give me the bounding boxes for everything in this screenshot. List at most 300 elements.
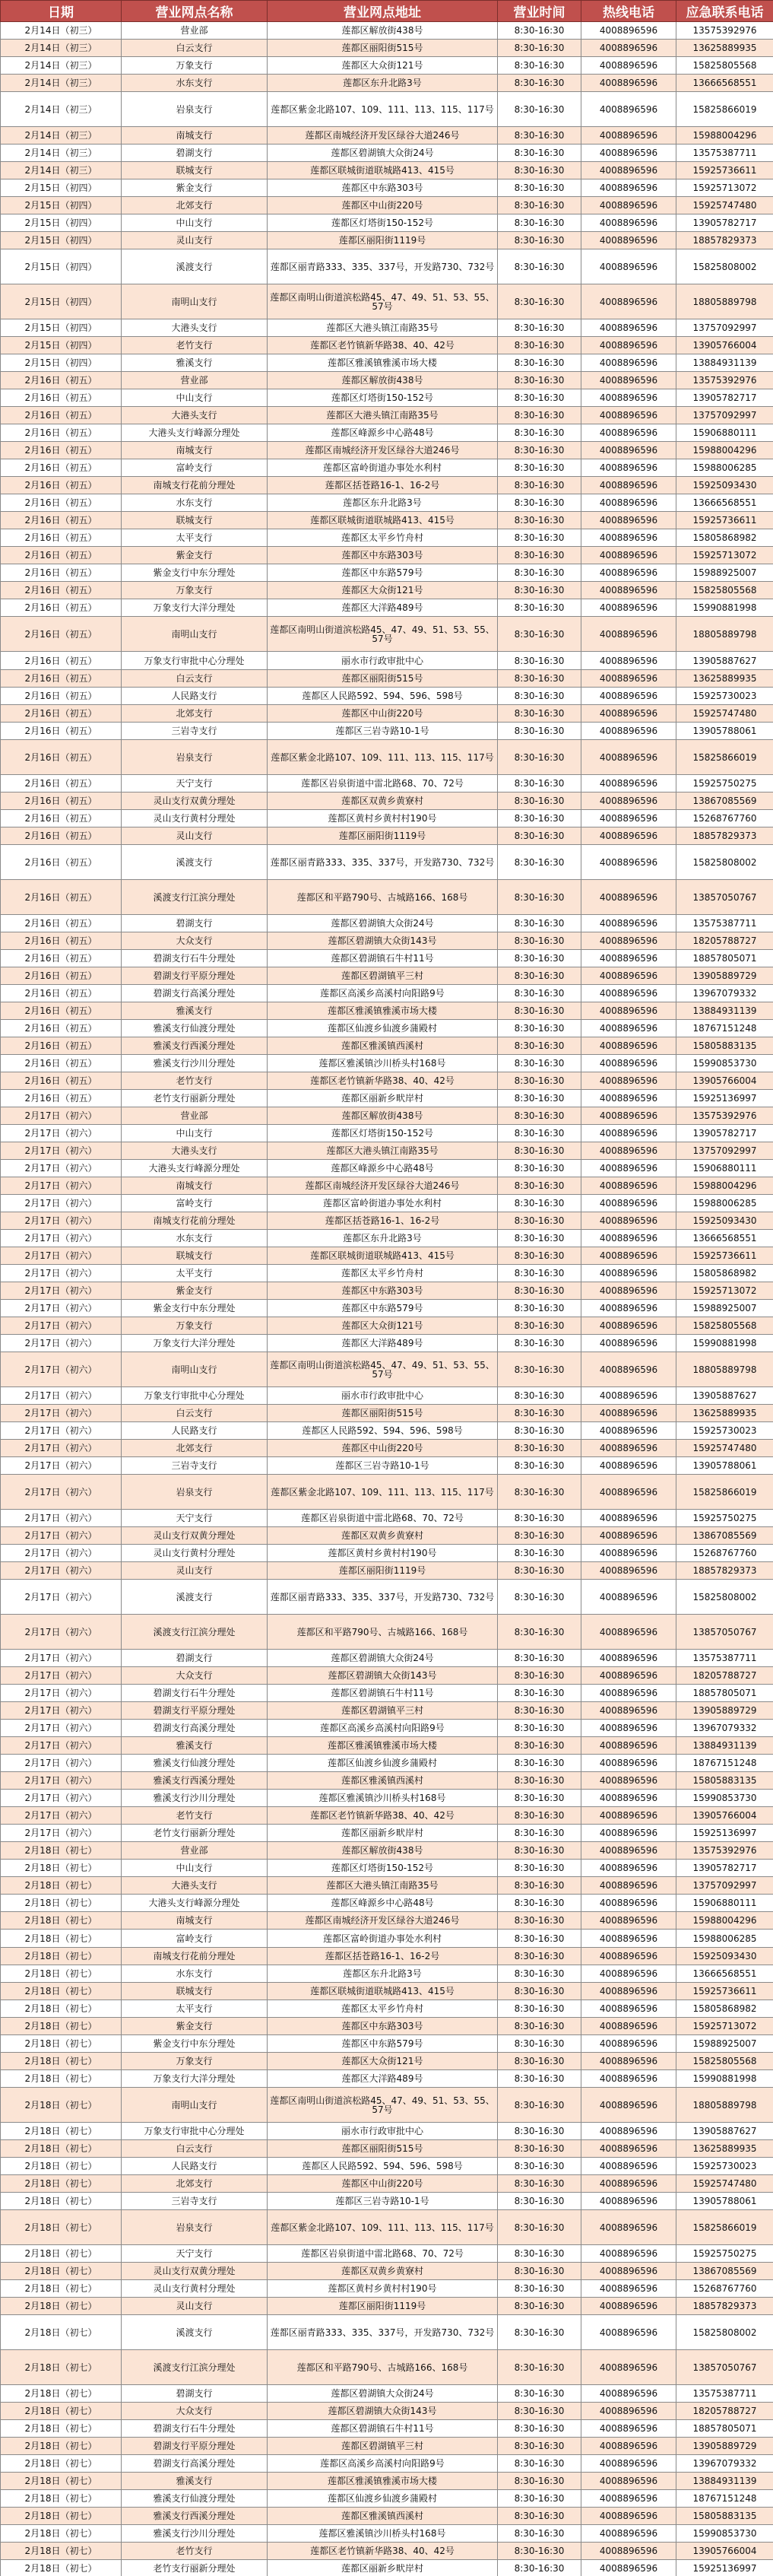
cell-address: 莲都区紫金北路107、109、111、113、115、117号 <box>268 740 498 775</box>
cell-emergency-phone: 15925747480 <box>676 1440 773 1457</box>
cell-branch-name: 富岭支行 <box>122 459 268 477</box>
cell-hours: 8:30-16:30 <box>498 2158 581 2175</box>
cell-date: 2月16日（初五） <box>1 1055 122 1072</box>
cell-hotline: 4008896596 <box>581 1912 676 1930</box>
cell-branch-name: 紫金支行 <box>122 547 268 564</box>
cell-date: 2月18日（初七） <box>1 2123 122 2140</box>
cell-date: 2月17日（初六） <box>1 1317 122 1335</box>
cell-address: 莲都区大众街121号 <box>268 1317 498 1335</box>
cell-hotline: 4008896596 <box>581 232 676 249</box>
cell-branch-name: 大港头支行峰源分理处 <box>122 424 268 442</box>
table-row <box>1 22 773 40</box>
cell-branch-name: 人民路支行 <box>122 2158 268 2175</box>
cell-hotline: 4008896596 <box>581 162 676 179</box>
cell-date: 2月16日（初五） <box>1 512 122 529</box>
cell-address: 莲都区老竹镇新华路38、40、42号 <box>268 1072 498 1090</box>
cell-hours: 8:30-16:30 <box>498 2525 581 2543</box>
cell-hours: 8:30-16:30 <box>498 2385 581 2403</box>
cell-emergency-phone: 13575387711 <box>676 1650 773 1667</box>
cell-hotline: 4008896596 <box>581 845 676 880</box>
cell-date: 2月18日（初七） <box>1 1877 122 1895</box>
cell-hotline: 4008896596 <box>581 1685 676 1702</box>
cell-branch-name: 水东支行 <box>122 75 268 92</box>
table-row <box>1 810 773 827</box>
cell-date: 2月17日（初六） <box>1 1387 122 1405</box>
cell-address: 莲都区仙渡乡仙渡乡蒲殿村 <box>268 1020 498 1037</box>
cell-branch-name: 雅溪支行 <box>122 354 268 372</box>
cell-address: 莲都区双黄乡黄寮村 <box>268 2263 498 2280</box>
cell-address: 莲都区碧湖镇大众街24号 <box>268 2385 498 2403</box>
cell-hours: 8:30-16:30 <box>498 967 581 985</box>
cell-date: 2月14日（初三） <box>1 145 122 162</box>
cell-branch-name: 太平支行 <box>122 529 268 547</box>
cell-emergency-phone: 13884931139 <box>676 1002 773 1020</box>
cell-hours: 8:30-16:30 <box>498 1737 581 1755</box>
cell-hotline: 4008896596 <box>581 2088 676 2123</box>
cell-hours: 8:30-16:30 <box>498 389 581 407</box>
cell-date: 2月17日（初六） <box>1 1300 122 1317</box>
cell-hotline: 4008896596 <box>581 1405 676 1422</box>
cell-address: 莲都区紫金北路107、109、111、113、115、117号 <box>268 1475 498 1510</box>
table-row <box>1 2280 773 2298</box>
cell-hotline: 4008896596 <box>581 2070 676 2088</box>
cell-address: 莲都区灯塔街150-152号 <box>268 1125 498 1142</box>
cell-address: 莲都区雅溪镇沙川桥头村168号 <box>268 1790 498 1807</box>
cell-hours: 8:30-16:30 <box>498 880 581 915</box>
table-row <box>1 1702 773 1720</box>
cell-emergency-phone: 18205788727 <box>676 1667 773 1685</box>
cell-hours: 8:30-16:30 <box>498 2490 581 2508</box>
cell-emergency-phone: 13575392976 <box>676 372 773 389</box>
cell-branch-name: 中山支行 <box>122 389 268 407</box>
cell-date: 2月18日（初七） <box>1 2385 122 2403</box>
cell-hotline: 4008896596 <box>581 1457 676 1475</box>
cell-hours: 8:30-16:30 <box>498 2123 581 2140</box>
cell-address: 莲都区碧湖镇平三村 <box>268 2438 498 2455</box>
cell-date: 2月18日（初七） <box>1 2280 122 2298</box>
cell-hotline: 4008896596 <box>581 1527 676 1545</box>
cell-emergency-phone: 15925713072 <box>676 179 773 197</box>
cell-branch-name: 南城支行 <box>122 1912 268 1930</box>
cell-emergency-phone: 18857829373 <box>676 232 773 249</box>
cell-hours: 8:30-16:30 <box>498 1265 581 1282</box>
cell-date: 2月18日（初七） <box>1 2088 122 2123</box>
cell-hours: 8:30-16:30 <box>498 2018 581 2035</box>
cell-branch-name: 雅溪支行西溪分理处 <box>122 2508 268 2525</box>
cell-hotline: 4008896596 <box>581 2473 676 2490</box>
cell-address: 莲都区双黄乡黄寮村 <box>268 792 498 810</box>
cell-date: 2月18日（初七） <box>1 2053 122 2070</box>
cell-hours: 8:30-16:30 <box>498 1387 581 1405</box>
cell-hours: 8:30-16:30 <box>498 1807 581 1825</box>
cell-hours: 8:30-16:30 <box>498 1650 581 1667</box>
cell-hours: 8:30-16:30 <box>498 2420 581 2438</box>
cell-date: 2月18日（初七） <box>1 2490 122 2508</box>
cell-date: 2月15日（初四） <box>1 179 122 197</box>
cell-branch-name: 碧湖支行平原分理处 <box>122 2438 268 2455</box>
cell-branch-name: 雅溪支行仙渡分理处 <box>122 1755 268 1772</box>
cell-address: 莲都区丽新乡畎岸村 <box>268 1825 498 1842</box>
table-row <box>1 1842 773 1860</box>
cell-hotline: 4008896596 <box>581 1667 676 1685</box>
cell-address: 莲都区仙渡乡仙渡乡蒲殿村 <box>268 1755 498 1772</box>
cell-hours: 8:30-16:30 <box>498 723 581 740</box>
cell-hours: 8:30-16:30 <box>498 1562 581 1580</box>
cell-emergency-phone: 18857829373 <box>676 2298 773 2315</box>
table-row <box>1 1790 773 1807</box>
cell-hours: 8:30-16:30 <box>498 845 581 880</box>
cell-hotline: 4008896596 <box>581 1160 676 1177</box>
cell-date: 2月18日（初七） <box>1 2035 122 2053</box>
table-row <box>1 1125 773 1142</box>
cell-branch-name: 紫金支行 <box>122 179 268 197</box>
cell-emergency-phone: 15825805568 <box>676 2053 773 2070</box>
cell-branch-name: 紫金支行中东分理处 <box>122 564 268 582</box>
cell-hotline: 4008896596 <box>581 688 676 705</box>
cell-hours: 8:30-16:30 <box>498 775 581 792</box>
table-row <box>1 232 773 249</box>
cell-emergency-phone: 15825866019 <box>676 2210 773 2245</box>
cell-date: 2月16日（初五） <box>1 424 122 442</box>
cell-branch-name: 万象支行 <box>122 1317 268 1335</box>
cell-address: 莲都区丽新乡畎岸村 <box>268 1090 498 1107</box>
cell-branch-name: 水东支行 <box>122 1965 268 1983</box>
cell-address: 莲都区南城经济开发区绿谷大道246号 <box>268 1912 498 1930</box>
cell-hours: 8:30-16:30 <box>498 424 581 442</box>
cell-hours: 8:30-16:30 <box>498 2053 581 2070</box>
cell-emergency-phone: 13857050767 <box>676 880 773 915</box>
cell-hotline: 4008896596 <box>581 2420 676 2438</box>
cell-hours: 8:30-16:30 <box>498 582 581 599</box>
cell-address: 莲都区雅溪镇西溪村 <box>268 1772 498 1790</box>
cell-hotline: 4008896596 <box>581 1037 676 1055</box>
cell-address: 莲都区中东路579号 <box>268 1300 498 1317</box>
cell-address: 丽水市行政审批中心 <box>268 2123 498 2140</box>
cell-hours: 8:30-16:30 <box>498 1965 581 1983</box>
table-row <box>1 1440 773 1457</box>
cell-hotline: 4008896596 <box>581 1090 676 1107</box>
cell-branch-name: 雅溪支行沙川分理处 <box>122 1790 268 1807</box>
cell-hotline: 4008896596 <box>581 1230 676 1247</box>
cell-hotline: 4008896596 <box>581 2455 676 2473</box>
table-row <box>1 2070 773 2088</box>
table-row <box>1 1527 773 1545</box>
table-row <box>1 127 773 145</box>
cell-emergency-phone: 15990853730 <box>676 1790 773 1807</box>
cell-emergency-phone: 13905766004 <box>676 1072 773 1090</box>
cell-address: 莲都区老竹镇新华路38、40、42号 <box>268 2543 498 2560</box>
cell-hours: 8:30-16:30 <box>498 670 581 688</box>
cell-emergency-phone: 13884931139 <box>676 1737 773 1755</box>
cell-hours: 8:30-16:30 <box>498 547 581 564</box>
cell-hours: 8:30-16:30 <box>498 688 581 705</box>
cell-date: 2月17日（初六） <box>1 1615 122 1650</box>
table-row <box>1 1107 773 1125</box>
cell-emergency-phone: 15925713072 <box>676 2018 773 2035</box>
table-row <box>1 1405 773 1422</box>
cell-hotline: 4008896596 <box>581 670 676 688</box>
cell-branch-name: 老竹支行 <box>122 337 268 354</box>
cell-emergency-phone: 15805883135 <box>676 2508 773 2525</box>
cell-date: 2月17日（初六） <box>1 1125 122 1142</box>
cell-branch-name: 雅溪支行 <box>122 2473 268 2490</box>
cell-address: 莲都区峰源乡中心路48号 <box>268 1160 498 1177</box>
table-row <box>1 1615 773 1650</box>
cell-hotline: 4008896596 <box>581 2315 676 2350</box>
cell-hours: 8:30-16:30 <box>498 1317 581 1335</box>
cell-hours: 8:30-16:30 <box>498 827 581 845</box>
cell-hotline: 4008896596 <box>581 2490 676 2508</box>
cell-hotline: 4008896596 <box>581 2000 676 2018</box>
table-row <box>1 1807 773 1825</box>
cell-address: 莲都区碧湖镇大众街143号 <box>268 1667 498 1685</box>
cell-emergency-phone: 13625889935 <box>676 670 773 688</box>
cell-hours: 8:30-16:30 <box>498 599 581 617</box>
cell-address: 莲都区雅溪镇雅溪市场大楼 <box>268 354 498 372</box>
cell-emergency-phone: 15925750275 <box>676 2245 773 2263</box>
cell-hotline: 4008896596 <box>581 2123 676 2140</box>
cell-hours: 8:30-16:30 <box>498 2438 581 2455</box>
cell-branch-name: 万象支行大洋分理处 <box>122 2070 268 2088</box>
cell-hours: 8:30-16:30 <box>498 2280 581 2298</box>
cell-address: 莲都区雅溪镇雅溪市场大楼 <box>268 1737 498 1755</box>
cell-address: 莲都区中山街220号 <box>268 705 498 723</box>
cell-address: 莲都区大众街121号 <box>268 57 498 75</box>
table-row <box>1 880 773 915</box>
cell-address: 莲都区老竹镇新华路38、40、42号 <box>268 337 498 354</box>
cell-branch-name: 联城支行 <box>122 162 268 179</box>
table-row <box>1 2560 773 2576</box>
cell-hours: 8:30-16:30 <box>498 284 581 319</box>
table-row <box>1 2000 773 2018</box>
cell-date: 2月14日（初三） <box>1 92 122 127</box>
cell-address: 莲都区中东路303号 <box>268 2018 498 2035</box>
cell-date: 2月17日（初六） <box>1 1247 122 1265</box>
table-row <box>1 775 773 792</box>
header-row <box>1 1 773 22</box>
cell-hours: 8:30-16:30 <box>498 2350 581 2385</box>
cell-address: 莲都区丽青路333、335、337号，开发路730、732号 <box>268 1580 498 1615</box>
cell-branch-name: 岩泉支行 <box>122 740 268 775</box>
cell-date: 2月17日（初六） <box>1 1457 122 1475</box>
cell-emergency-phone: 15925713072 <box>676 547 773 564</box>
cell-date: 2月14日（初三） <box>1 22 122 40</box>
cell-emergency-phone: 15925736611 <box>676 162 773 179</box>
cell-hotline: 4008896596 <box>581 1387 676 1405</box>
cell-date: 2月16日（初五） <box>1 985 122 1002</box>
cell-emergency-phone: 18857829373 <box>676 1562 773 1580</box>
cell-branch-name: 碧湖支行石牛分理处 <box>122 2420 268 2438</box>
table-row <box>1 442 773 459</box>
table-row <box>1 1055 773 1072</box>
cell-branch-name: 水东支行 <box>122 1230 268 1247</box>
cell-date: 2月17日（初六） <box>1 1230 122 1247</box>
cell-hotline: 4008896596 <box>581 214 676 232</box>
cell-emergency-phone: 13967079332 <box>676 985 773 1002</box>
table-row <box>1 1562 773 1580</box>
cell-hotline: 4008896596 <box>581 564 676 582</box>
cell-emergency-phone: 15988925007 <box>676 2035 773 2053</box>
cell-emergency-phone: 13575392976 <box>676 1107 773 1125</box>
cell-emergency-phone: 15990881998 <box>676 2070 773 2088</box>
cell-emergency-phone: 13905782717 <box>676 1860 773 1877</box>
cell-hours: 8:30-16:30 <box>498 810 581 827</box>
cell-address: 莲都区丽新乡畎岸村 <box>268 2560 498 2576</box>
table-row <box>1 1545 773 1562</box>
cell-emergency-phone: 15825866019 <box>676 92 773 127</box>
table-row <box>1 1737 773 1755</box>
cell-emergency-phone: 18205788727 <box>676 2403 773 2420</box>
table-row <box>1 1755 773 1772</box>
cell-hours: 8:30-16:30 <box>498 1160 581 1177</box>
cell-hours: 8:30-16:30 <box>498 1527 581 1545</box>
cell-emergency-phone: 13884931139 <box>676 354 773 372</box>
cell-date: 2月17日（初六） <box>1 1825 122 1842</box>
cell-hotline: 4008896596 <box>581 2508 676 2525</box>
table-row <box>1 145 773 162</box>
cell-emergency-phone: 15906880111 <box>676 424 773 442</box>
cell-branch-name: 大港头支行 <box>122 319 268 337</box>
cell-emergency-phone: 15925747480 <box>676 197 773 214</box>
cell-hours: 8:30-16:30 <box>498 2000 581 2018</box>
cell-address: 莲都区碧湖镇大众街24号 <box>268 915 498 932</box>
cell-branch-name: 南明山支行 <box>122 1352 268 1387</box>
cell-address: 莲都区大港头镇江南路35号 <box>268 407 498 424</box>
cell-emergency-phone: 15990881998 <box>676 599 773 617</box>
cell-emergency-phone: 15805868982 <box>676 1265 773 1282</box>
cell-date: 2月17日（初六） <box>1 1667 122 1685</box>
cell-branch-name: 碧湖支行 <box>122 915 268 932</box>
cell-emergency-phone: 15825866019 <box>676 1475 773 1510</box>
cell-hours: 8:30-16:30 <box>498 932 581 950</box>
cell-hours: 8:30-16:30 <box>498 249 581 284</box>
cell-address: 莲都区富岭街道办事处水利村 <box>268 1930 498 1948</box>
cell-address: 莲都区人民路592、594、596、598号 <box>268 1422 498 1440</box>
cell-hotline: 4008896596 <box>581 1877 676 1895</box>
cell-hotline: 4008896596 <box>581 1825 676 1842</box>
cell-hours: 8:30-16:30 <box>498 2140 581 2158</box>
cell-date: 2月18日（初七） <box>1 2543 122 2560</box>
cell-hours: 8:30-16:30 <box>498 1790 581 1807</box>
table-row <box>1 1685 773 1702</box>
cell-date: 2月16日（初五） <box>1 967 122 985</box>
cell-address: 莲都区中山街220号 <box>268 197 498 214</box>
cell-hours: 8:30-16:30 <box>498 1720 581 1737</box>
cell-address: 莲都区丽阳街1119号 <box>268 1562 498 1580</box>
cell-date: 2月16日（初五） <box>1 723 122 740</box>
cell-branch-name: 雅溪支行 <box>122 1002 268 1020</box>
cell-hotline: 4008896596 <box>581 389 676 407</box>
cell-date: 2月18日（初七） <box>1 2438 122 2455</box>
cell-hours: 8:30-16:30 <box>498 22 581 40</box>
cell-date: 2月16日（初五） <box>1 494 122 512</box>
cell-emergency-phone: 15988006285 <box>676 1195 773 1212</box>
cell-emergency-phone: 13575392976 <box>676 1842 773 1860</box>
cell-emergency-phone: 13666568551 <box>676 75 773 92</box>
cell-hotline: 4008896596 <box>581 705 676 723</box>
cell-branch-name: 南城支行 <box>122 127 268 145</box>
cell-date: 2月16日（初五） <box>1 617 122 652</box>
cell-emergency-phone: 13905887627 <box>676 2123 773 2140</box>
cell-emergency-phone: 15925093430 <box>676 477 773 494</box>
cell-address: 莲都区东升北路3号 <box>268 1965 498 1983</box>
cell-hours: 8:30-16:30 <box>498 740 581 775</box>
cell-branch-name: 老竹支行丽新分理处 <box>122 1825 268 1842</box>
cell-emergency-phone: 15805868982 <box>676 529 773 547</box>
cell-hours: 8:30-16:30 <box>498 477 581 494</box>
cell-hotline: 4008896596 <box>581 1335 676 1352</box>
cell-hotline: 4008896596 <box>581 792 676 810</box>
cell-emergency-phone: 15906880111 <box>676 1160 773 1177</box>
table-row <box>1 652 773 670</box>
cell-branch-name: 雅溪支行西溪分理处 <box>122 1037 268 1055</box>
cell-hotline: 4008896596 <box>581 127 676 145</box>
cell-hours: 8:30-16:30 <box>498 214 581 232</box>
cell-hotline: 4008896596 <box>581 1895 676 1912</box>
table-row <box>1 2315 773 2350</box>
cell-address: 莲都区丽阳街1119号 <box>268 232 498 249</box>
table-row <box>1 688 773 705</box>
cell-hotline: 4008896596 <box>581 1142 676 1160</box>
cell-emergency-phone: 15988006285 <box>676 459 773 477</box>
cell-branch-name: 南城支行 <box>122 442 268 459</box>
cell-hotline: 4008896596 <box>581 740 676 775</box>
cell-hours: 8:30-16:30 <box>498 1020 581 1037</box>
table-row <box>1 1720 773 1737</box>
cell-emergency-phone: 18857805071 <box>676 2420 773 2438</box>
cell-emergency-phone: 15825805568 <box>676 582 773 599</box>
cell-hours: 8:30-16:30 <box>498 529 581 547</box>
cell-hotline: 4008896596 <box>581 494 676 512</box>
table-row <box>1 2245 773 2263</box>
table-row <box>1 40 773 57</box>
cell-hotline: 4008896596 <box>581 1177 676 1195</box>
table-row <box>1 2525 773 2543</box>
cell-branch-name: 溪渡支行 <box>122 1580 268 1615</box>
cell-branch-name: 万象支行 <box>122 57 268 75</box>
cell-date: 2月18日（初七） <box>1 2175 122 2193</box>
cell-address: 莲都区中山街220号 <box>268 2175 498 2193</box>
cell-address: 莲都区联城街道联城路413、415号 <box>268 1983 498 2000</box>
cell-hotline: 4008896596 <box>581 407 676 424</box>
table-row <box>1 1580 773 1615</box>
cell-address: 莲都区太平乡竹舟村 <box>268 1265 498 1282</box>
cell-hotline: 4008896596 <box>581 1440 676 1457</box>
cell-emergency-phone: 13867085569 <box>676 2263 773 2280</box>
cell-branch-name: 灵山支行 <box>122 1562 268 1580</box>
cell-emergency-phone: 15925736611 <box>676 1247 773 1265</box>
table-row <box>1 1265 773 1282</box>
cell-address: 莲都区太平乡竹舟村 <box>268 529 498 547</box>
cell-address: 莲都区岩泉街道中雷北路68、70、72号 <box>268 2245 498 2263</box>
cell-branch-name: 雅溪支行仙渡分理处 <box>122 2490 268 2508</box>
cell-hotline: 4008896596 <box>581 372 676 389</box>
cell-address: 莲都区括苍路16-1、16-2号 <box>268 1212 498 1230</box>
cell-hotline: 4008896596 <box>581 880 676 915</box>
cell-hotline: 4008896596 <box>581 2385 676 2403</box>
cell-date: 2月16日（初五） <box>1 810 122 827</box>
header-branch-address: 营业网点地址 <box>268 1 498 22</box>
cell-branch-name: 南明山支行 <box>122 284 268 319</box>
cell-hours: 8:30-16:30 <box>498 1702 581 1720</box>
cell-hours: 8:30-16:30 <box>498 705 581 723</box>
cell-date: 2月18日（初七） <box>1 1912 122 1930</box>
cell-address: 莲都区碧湖镇石牛村11号 <box>268 1685 498 1702</box>
cell-hotline: 4008896596 <box>581 1317 676 1335</box>
cell-address: 莲都区大港头镇江南路35号 <box>268 1877 498 1895</box>
cell-hotline: 4008896596 <box>581 1615 676 1650</box>
cell-address: 莲都区灯塔街150-152号 <box>268 389 498 407</box>
